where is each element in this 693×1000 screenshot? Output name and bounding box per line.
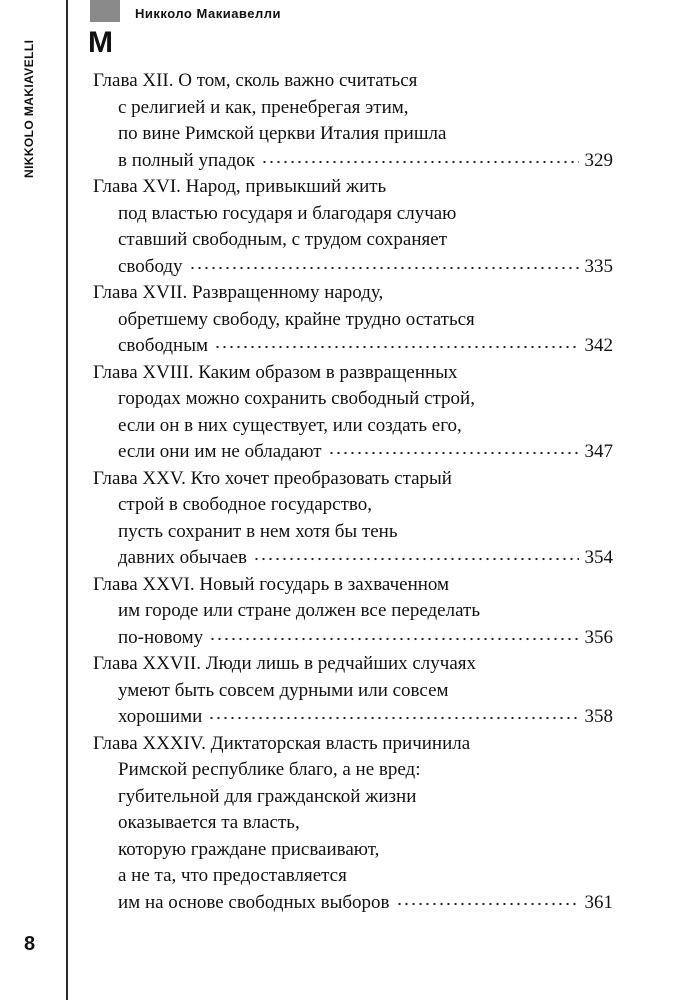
dot-leader (189, 266, 579, 270)
toc-page-number: 356 (584, 626, 613, 648)
toc-entry-continuation: умеют быть совсем дурными или совсем (118, 679, 449, 701)
toc-entry-continuation: оказывается та власть, (118, 812, 300, 833)
toc-page-number: 335 (584, 255, 613, 277)
toc-entry[interactable] (93, 651, 613, 731)
toc-entry-final-text: если они им не обладают (118, 441, 322, 462)
toc-entry[interactable] (93, 280, 613, 360)
toc-page-number: 329 (584, 149, 613, 171)
toc-entry-continuation: им городе или стране должен все переделать (118, 600, 480, 621)
running-header-author: Никколо Макиавелли (135, 6, 281, 21)
toc-entry-last-line (93, 148, 613, 175)
toc-entry-final-text: свободным (118, 335, 209, 356)
margin-rule (66, 0, 68, 1000)
dot-leader (214, 345, 578, 349)
toc-entry-final-text: в полный упадок (118, 149, 255, 171)
dot-leader (261, 160, 579, 164)
toc-entry-title: Глава XVIII. Каким образом в развращенных (93, 361, 458, 383)
toc-entry-continuation: по вине Римской церкви Италия пришла (118, 123, 447, 144)
toc-entry-continuation: ставший свободным, с трудом сохраняет (118, 229, 447, 250)
dot-leader (209, 637, 578, 641)
toc-entry-continuation: строй в свободное государство, (118, 494, 372, 515)
dot-leader (208, 716, 578, 720)
toc-entry[interactable] (93, 360, 613, 466)
toc-entry-last-line (93, 890, 613, 917)
toc-entry[interactable] (93, 68, 613, 174)
toc-entry-last-line (93, 625, 613, 652)
toc-entry-final-text: давних обычаев (118, 547, 247, 568)
toc-entry-last-line (93, 439, 613, 466)
m-logo-mark: М (88, 26, 113, 59)
toc-entry-final-text: хорошими (118, 706, 203, 727)
toc-entry-last-line (93, 333, 613, 360)
toc-entry-continuation: под властью государя и благодаря случаю (118, 202, 457, 224)
vertical-author-name: NIKKOLO MAKIAVELLI (22, 40, 36, 179)
toc-page-number: 347 (584, 441, 613, 462)
toc-entry-title: Глава XXVI. Новый государь в захваченном (93, 573, 450, 595)
toc-entry-final-text: по-новому (118, 626, 204, 648)
toc-entry-title: Глава XII. О том, сколь важно считаться (93, 70, 418, 91)
toc-entry-title: Глава XXVII. Люди лишь в редчайших случаях (93, 653, 477, 674)
toc-entry-continuation: которую граждане присваивают, (118, 838, 380, 860)
toc-entry-final-text: свободу (118, 255, 183, 277)
dot-leader (253, 557, 579, 561)
table-of-contents (93, 68, 613, 916)
toc-entry[interactable] (93, 572, 613, 652)
toc-entry-last-line (93, 704, 613, 731)
toc-entry-continuation: а не та, что предоставляется (118, 865, 347, 886)
toc-entry[interactable] (93, 466, 613, 572)
toc-entry-title: Глава XXV. Кто хочет преобразовать старый (93, 467, 452, 489)
header-gray-block (90, 0, 120, 22)
toc-entry-continuation: Римской республике благо, а не вред: (118, 759, 421, 780)
toc-entry-title: Глава XVI. Народ, привыкший жить (93, 176, 387, 197)
toc-page-number: 342 (584, 335, 613, 356)
dot-leader (328, 451, 579, 455)
toc-entry-continuation: с религией и как, пренебрегая этим, (118, 96, 409, 118)
toc-entry-last-line (93, 254, 613, 281)
toc-entry-continuation: городах можно сохранить свободный строй, (118, 388, 475, 409)
toc-page-number: 354 (584, 547, 613, 568)
toc-entry-continuation: пусть сохранит в нем хотя бы тень (118, 520, 398, 542)
page-number: 8 (24, 933, 36, 955)
toc-entry-continuation: губительной для гражданской жизни (118, 785, 417, 807)
dot-leader (396, 902, 579, 906)
toc-page-number: 358 (584, 706, 613, 727)
toc-entry-title: Глава XVII. Развращенному народу, (93, 282, 384, 303)
toc-entry-last-line (93, 545, 613, 572)
toc-page-number: 361 (584, 891, 613, 913)
toc-entry[interactable] (93, 731, 613, 917)
toc-entry[interactable] (93, 174, 613, 280)
toc-entry-final-text: им на основе свободных выборов (118, 891, 390, 913)
toc-entry-continuation: обретшему свободу, крайне трудно остаться (118, 308, 475, 330)
toc-entry-continuation: если он в них существует, или создать его, (118, 414, 462, 436)
toc-entry-title: Глава XXXIV. Диктаторская власть причинила (93, 732, 471, 754)
